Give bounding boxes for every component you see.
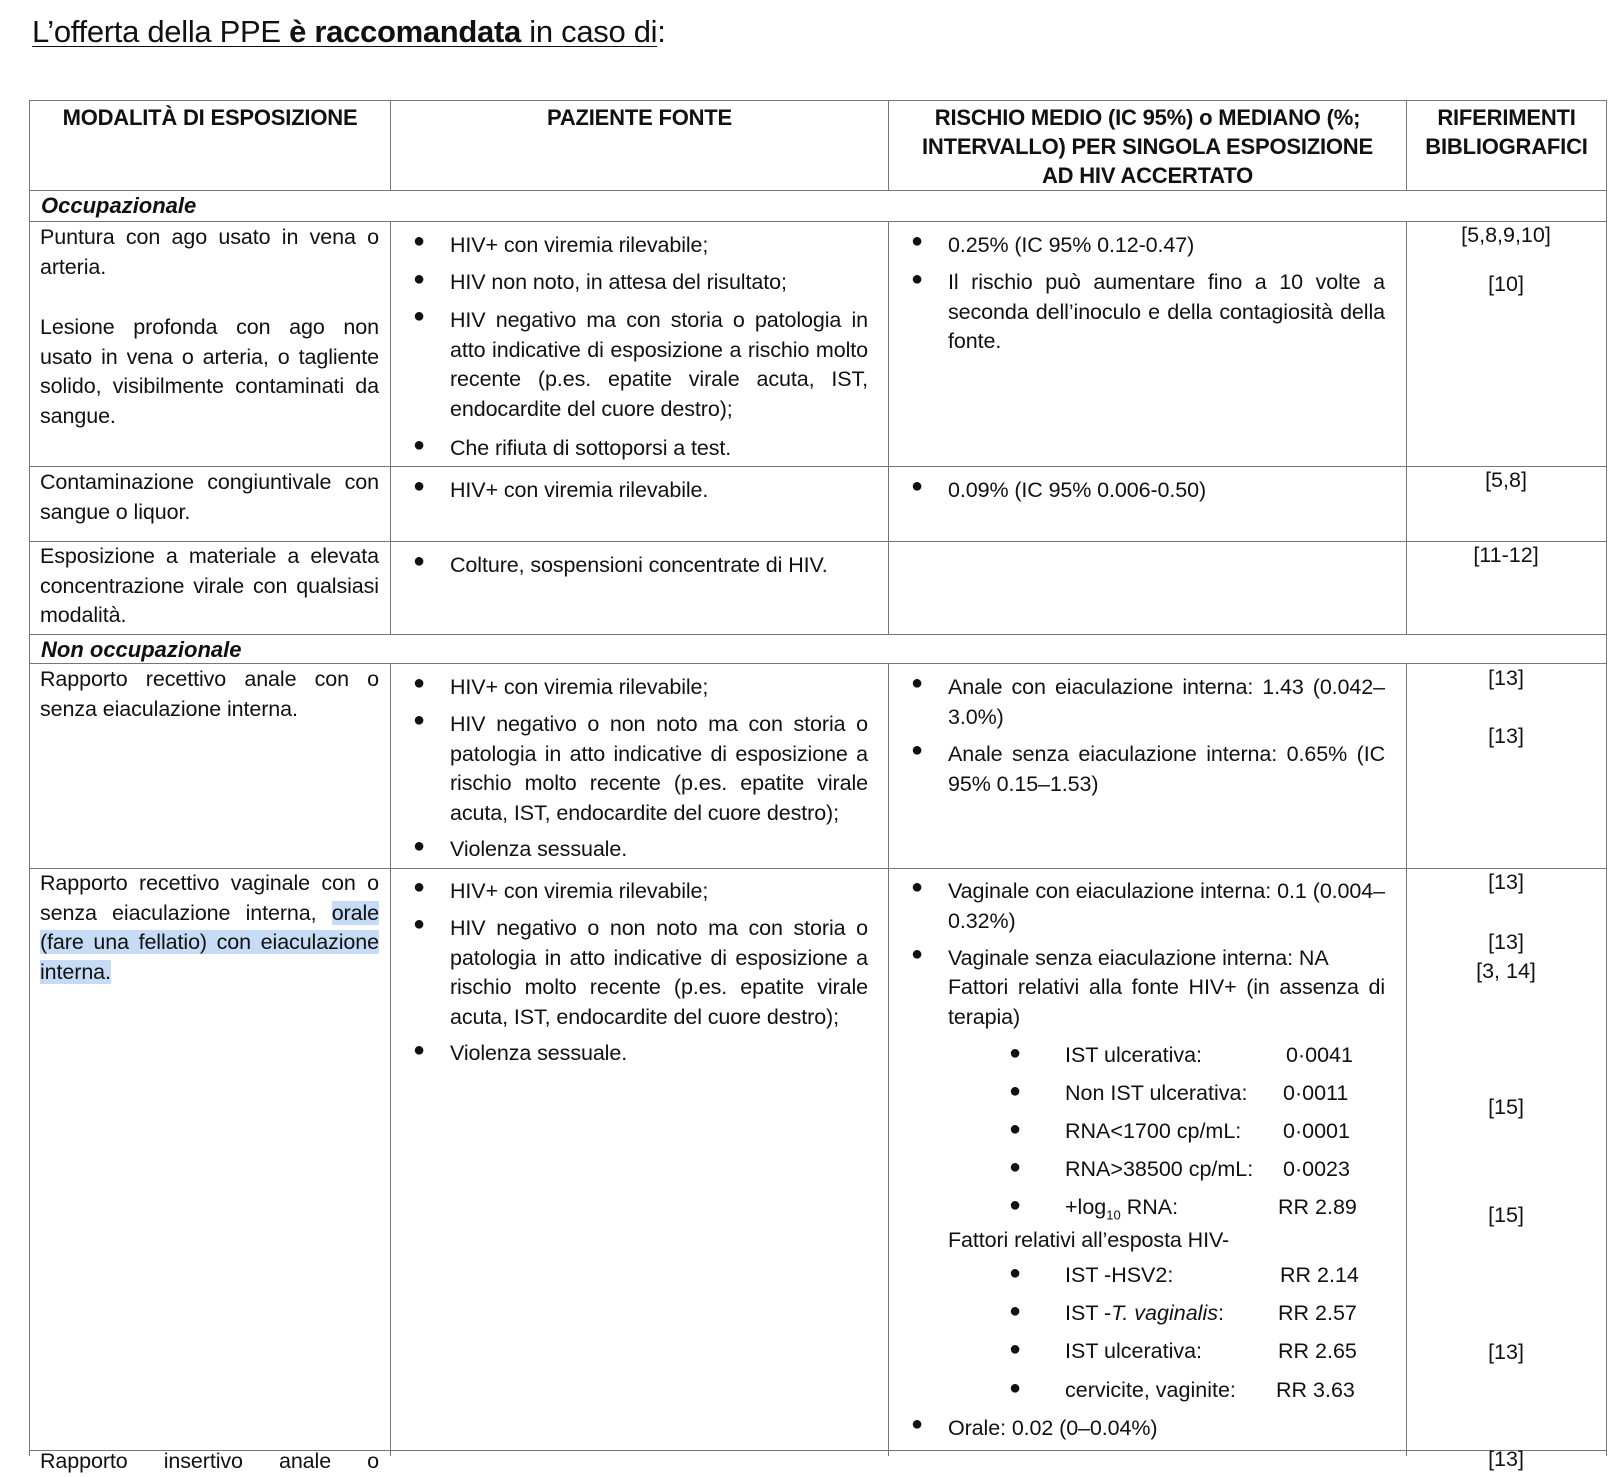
row1-source-2: HIV non noto, in attesa del risultato; <box>450 270 787 294</box>
factor-label-log <box>1065 1195 1178 1222</box>
bullet: ● <box>1009 1262 1022 1284</box>
bullet: ● <box>413 230 426 252</box>
row1-ref-2: [10] <box>1488 272 1524 296</box>
bullet: ● <box>413 835 426 857</box>
row5-risk-vag-without: Vaginale senza eiaculazione interna: NA <box>948 946 1329 970</box>
row1-mode-b: Lesione profonda con ago non usato in vena o arteria, o tagliente solido, visibilmente contaminati da sangue. <box>40 315 379 428</box>
page-heading <box>32 14 666 50</box>
row2-risk-1: 0.09% (IC 95% 0.006-0.50) <box>948 478 1207 502</box>
bullet: ● <box>911 672 924 694</box>
factor-value: RR 3.63 <box>1276 1378 1355 1402</box>
row4-ref-1: [13] <box>1488 666 1524 690</box>
row2-ref-1: [5,8] <box>1485 468 1527 492</box>
header-risk-line-1: RISCHIO MEDIO (IC 95%) o MEDIANO (%; <box>934 105 1361 130</box>
bullet: ● <box>1009 1300 1022 1322</box>
row4-source-2: HIV negativo o non noto ma con storia o patologia in atto indicative di esposizione a rischio molto recente (p.es. epatite virale acuta, IST, endocardite del cuore destro); <box>450 712 868 825</box>
section-occupational: Occupazionale <box>41 193 197 218</box>
factor-value: RR 2.89 <box>1278 1195 1357 1219</box>
row4-risk-1: Anale con eiaculazione interna: 1.43 (0.042–3.0%) <box>948 675 1385 729</box>
log-suffix: RNA: <box>1120 1195 1179 1219</box>
row5-ref-2: [13] <box>1488 930 1524 954</box>
row5-ref-6: [13] <box>1488 1340 1524 1364</box>
row6-mode-partial: Rapporto insertivo anale o <box>40 1449 379 1473</box>
label-prefix: IST - <box>1065 1301 1112 1325</box>
bullet: ● <box>911 739 924 761</box>
factor-value: RR 2.57 <box>1278 1301 1357 1325</box>
row3-ref-1: [11-12] <box>1473 543 1539 567</box>
factor-value: 0·0041 <box>1286 1043 1353 1067</box>
factor-value: RR 2.65 <box>1278 1339 1357 1363</box>
row6-ref-partial: [13] <box>1488 1447 1524 1471</box>
bullet: ● <box>413 434 426 456</box>
row4-ref-2: [13] <box>1488 724 1524 748</box>
header-risk <box>889 103 1406 190</box>
bullet: ● <box>911 268 924 290</box>
row5-source-2: HIV negativo o non noto ma con storia o patologia in atto indicative di esposizione a rischio molto recente (p.es. epatite virale acuta, IST, endocardite del cuore destro); <box>450 916 868 1029</box>
heading-text-1: L’offerta della PPE <box>32 14 290 49</box>
row3-source-1: Colture, sospensioni concentrate di HIV. <box>450 553 828 577</box>
row5-mode-text: Rapporto recettivo vaginale con o senza eiaculazione interna, <box>40 871 379 925</box>
factor-value: RR 2.14 <box>1280 1263 1359 1287</box>
factor-label: IST ulcerativa: <box>1065 1043 1203 1067</box>
row5-risk-vag-with: Vaginale con eiaculazione interna: 0.1 (0.004–0.32%) <box>948 879 1385 933</box>
row5-source-3: Violenza sessuale. <box>450 1041 628 1065</box>
bullet: ● <box>413 268 426 290</box>
bullet: ● <box>1009 1377 1022 1399</box>
log-subscript: 10 <box>1106 1207 1121 1223</box>
bullet: ● <box>911 475 924 497</box>
factor-label: Non IST ulcerativa: <box>1065 1081 1248 1105</box>
row4-mode: Rapporto recettivo anale con o senza eiaculazione interna. <box>40 667 379 721</box>
row4-risk-2: Anale senza eiaculazione interna: 0.65% (IC 95% 0.15–1.53) <box>948 742 1385 796</box>
bullet: ● <box>911 876 924 898</box>
bullet: ● <box>1009 1080 1022 1102</box>
row5-mode <box>40 869 379 987</box>
factor-label: IST ulcerativa: <box>1065 1339 1203 1363</box>
header-source-patient: PAZIENTE FONTE <box>546 105 733 130</box>
row1-mode-a: Puntura con ago usato in vena o arteria. <box>40 225 379 279</box>
header-risk-line-3: AD HIV ACCERTATO <box>1041 163 1254 188</box>
label-suffix: : <box>1217 1301 1224 1325</box>
factor-value: 0·0011 <box>1283 1081 1349 1105</box>
row1-ref-1: [5,8,9,10] <box>1461 223 1551 247</box>
header-exposure-mode: MODALITÀ DI ESPOSIZIONE <box>62 105 358 130</box>
log-prefix: +log <box>1065 1195 1107 1219</box>
row1-risk-1: 0.25% (IC 95% 0.12-0.47) <box>948 233 1195 257</box>
row5-mode-highlighted-text[interactable]: orale (fare una fellatio) con eiaculazione interna. <box>40 900 379 984</box>
row2-source-1: HIV+ con viremia rilevabile. <box>450 478 709 502</box>
row1-source-4: Che rifiuta di sottoporsi a test. <box>450 436 732 460</box>
bullet: ● <box>413 672 426 694</box>
header-risk-line-2: INTERVALLO) PER SINGOLA ESPOSIZIONE <box>922 134 1373 159</box>
row5-ref-3: [3, 14] <box>1476 959 1536 983</box>
factor-label: RNA>38500 cp/mL: <box>1065 1157 1254 1181</box>
row5-source-1: HIV+ con viremia rilevabile; <box>450 879 709 903</box>
factor-label: IST -HSV2: <box>1065 1263 1174 1287</box>
factor-label: cervicite, vaginite: <box>1065 1378 1236 1402</box>
heading-text-2: in caso di <box>520 14 658 49</box>
factor-label <box>1065 1301 1224 1326</box>
bullet: ● <box>413 305 426 327</box>
row1-source-1: HIV+ con viremia rilevabile; <box>450 233 709 257</box>
label-italic: T. vaginalis <box>1111 1301 1218 1325</box>
bullet: ● <box>413 475 426 497</box>
bullet: ● <box>413 709 426 731</box>
row5-exposed-title: Fattori relativi all’esposta HIV- <box>948 1228 1230 1252</box>
bullet: ● <box>1009 1042 1022 1064</box>
section-non-occupational: Non occupazionale <box>41 637 242 662</box>
row2-mode: Contaminazione congiuntivale con sangue o liquor. <box>40 470 379 524</box>
bullet: ● <box>413 876 426 898</box>
row5-oral: Orale: 0.02 (0–0.04%) <box>948 1416 1158 1440</box>
row5-ref-1: [13] <box>1488 870 1524 894</box>
header-references-line-1: RIFERIMENTI <box>1437 105 1576 130</box>
bullet: ● <box>911 1413 924 1435</box>
bullet: ● <box>1009 1118 1022 1140</box>
factor-value: 0·0001 <box>1283 1119 1350 1143</box>
bullet: ● <box>413 1039 426 1061</box>
header-references <box>1407 103 1606 161</box>
row1-risk-2: Il rischio può aumentare fino a 10 volte a seconda dell’inoculo e della contagiosità della fonte. <box>948 270 1385 353</box>
bullet: ● <box>413 550 426 572</box>
row3-mode: Esposizione a materiale a elevata concentrazione virale con qualsiasi modalità. <box>40 544 379 627</box>
bullet: ● <box>1009 1194 1022 1216</box>
factor-value: 0·0023 <box>1283 1157 1350 1181</box>
row1-source-3: HIV negativo ma con storia o patologia in atto indicative di esposizione a rischio molto recente (p.es. epatite virale acuta, IST, endocardite del cuore destro); <box>450 308 868 421</box>
header-references-line-2: BIBLIOGRAFICI <box>1425 134 1588 159</box>
bullet: ● <box>911 230 924 252</box>
bullet: ● <box>1009 1156 1022 1178</box>
factor-label: RNA<1700 cp/mL: <box>1065 1119 1242 1143</box>
row5-source-factors-title: Fattori relativi alla fonte HIV+ (in assenza di terapia) <box>948 975 1385 1029</box>
bullet: ● <box>911 943 924 965</box>
row5-ref-5: [15] <box>1488 1203 1524 1227</box>
row4-source-1: HIV+ con viremia rilevabile; <box>450 675 709 699</box>
heading-colon: : <box>657 14 666 49</box>
row4-source-3: Violenza sessuale. <box>450 837 628 861</box>
row5-ref-4: [15] <box>1488 1095 1524 1119</box>
bullet: ● <box>1009 1338 1022 1360</box>
bullet: ● <box>413 913 426 935</box>
heading-bold: è raccomandata <box>289 14 521 49</box>
